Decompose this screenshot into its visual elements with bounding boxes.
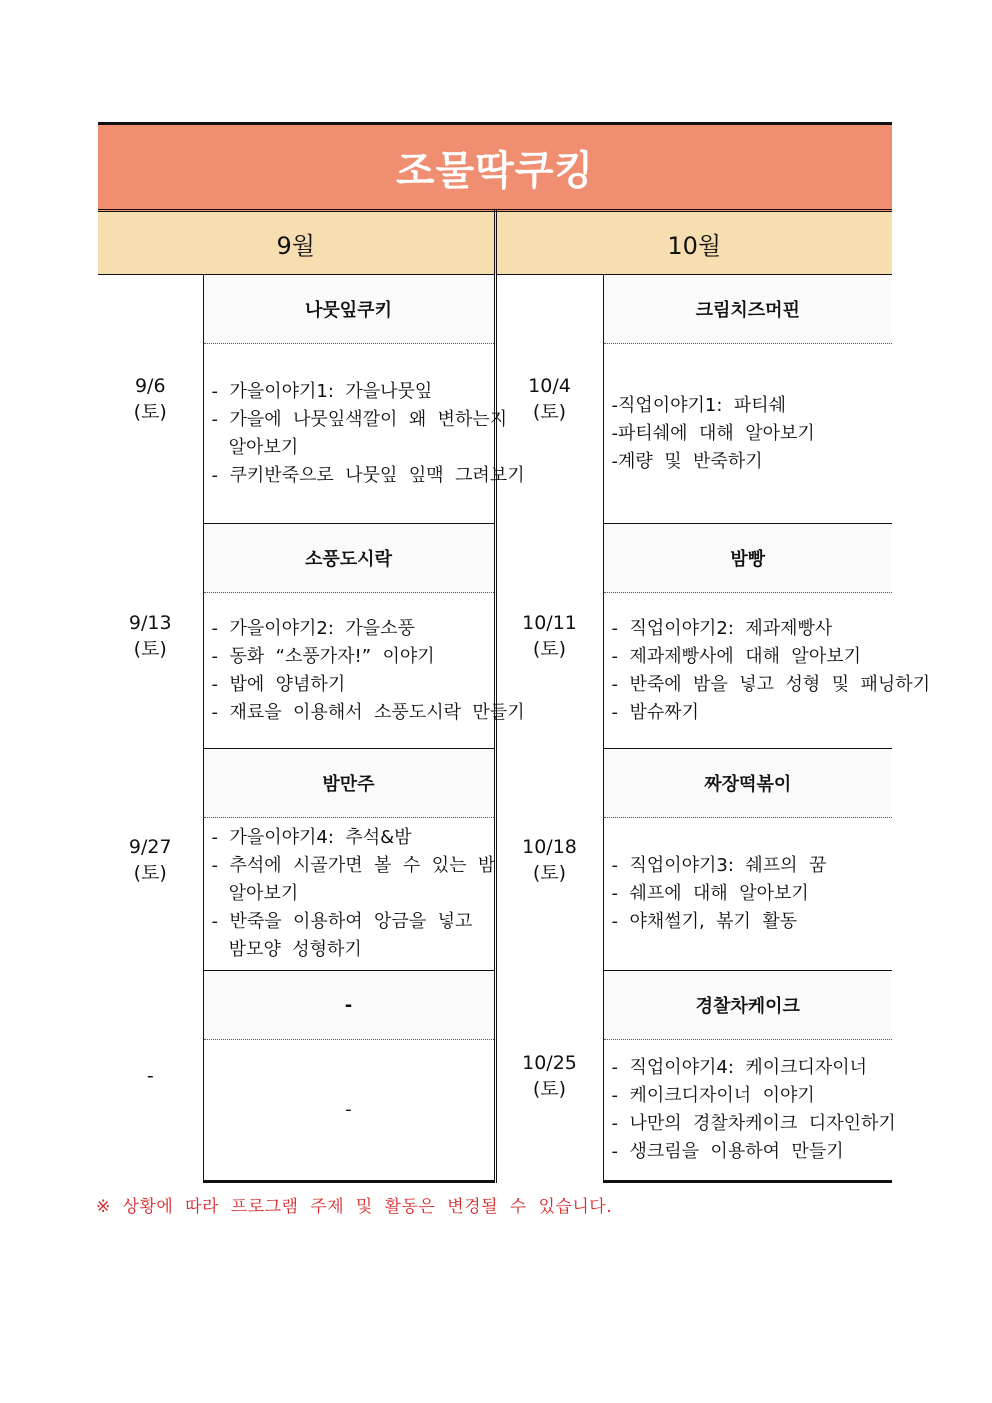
schedule-table	[98, 122, 931, 1183]
activity-line: - 가을에 나뭇잎색깔이 왜 변하는지	[211, 408, 508, 430]
oct-topic: 경찰차케이크	[603, 971, 892, 1040]
sep-activities	[203, 593, 525, 749]
oct-date-cell	[495, 275, 603, 524]
month-header-september: 9월	[98, 211, 495, 275]
sep-day: (토)	[133, 861, 167, 884]
activity-line: -	[345, 1099, 352, 1120]
sep-date-cell	[98, 971, 203, 1182]
oct-topic: 짜장떡볶이	[603, 749, 892, 818]
footnote: ※ 상황에 따라 프로그램 주제 및 활동은 변경될 수 있습니다.	[96, 1197, 613, 1217]
activity-line: - 쉐프에 대해 알아보기	[611, 883, 809, 904]
activity-line: 알아보기	[211, 883, 299, 904]
oct-day: (토)	[532, 638, 567, 660]
activity-line: - 가을이야기2: 가을소풍	[211, 617, 415, 639]
activity-line: - 재료을 이용해서 소풍도시락 만들기	[211, 701, 525, 723]
sep-topic: 밤만주	[203, 749, 495, 818]
activity-line: -계량 및 반죽하기	[611, 450, 763, 472]
activity-line: - 반죽을 이용하여 앙금을 넣고	[211, 911, 473, 932]
oct-activities	[603, 593, 931, 749]
sep-activities	[203, 344, 525, 524]
oct-topic: 크림치즈머핀	[603, 275, 892, 344]
sep-topic: 나뭇잎쿠키	[203, 275, 495, 344]
activity-line: - 쿠키반죽으로 나뭇잎 잎맥 그려보기	[211, 464, 525, 486]
activity-line: - 직업이야기2: 제과제빵사	[611, 617, 833, 639]
activity-line: - 가을이야기1: 가을나뭇잎	[211, 380, 433, 402]
sep-date-cell	[98, 749, 203, 971]
oct-day: (토)	[532, 861, 567, 884]
oct-date: 10/11	[522, 612, 577, 634]
oct-day: (토)	[532, 1078, 567, 1100]
oct-date-cell	[495, 749, 603, 971]
activity-line: - 직업이야기3: 쉐프의 꿈	[611, 855, 827, 876]
sep-topic: -	[203, 971, 495, 1040]
oct-date: 10/18	[522, 835, 577, 858]
oct-topic: 밤빵	[603, 524, 892, 593]
sep-topic: 소풍도시락	[203, 524, 495, 593]
oct-day: (토)	[532, 401, 567, 424]
activity-line: - 추석에 시골가면 볼 수 있는 밤	[211, 855, 496, 876]
schedule-sheet	[98, 122, 931, 1183]
activity-line: - 제과제빵사에 대해 알아보기	[611, 645, 861, 667]
activity-line: - 동화 “소풍가자!” 이야기	[211, 645, 435, 667]
sep-date: 9/13	[128, 612, 172, 634]
oct-activities	[603, 818, 892, 971]
oct-date: 10/25	[522, 1052, 577, 1074]
activity-line: - 반죽에 밤을 넣고 성형 및 패닝하기	[611, 673, 931, 695]
activity-line: - 케이크디자이너 이야기	[611, 1085, 815, 1106]
activity-line: 알아보기	[211, 436, 299, 458]
activity-line: - 생크림을 이용하여 만들기	[611, 1141, 844, 1162]
activity-line: - 직업이야기4: 케이크디자이너	[611, 1057, 868, 1078]
sep-day: (토)	[133, 638, 167, 660]
sep-day: (토)	[133, 401, 167, 424]
page-title: 조물딱쿠킹	[98, 124, 892, 211]
activity-line: - 야채썰기, 볶기 활동	[611, 911, 798, 932]
activity-line: - 나만의 경찰차케이크 디자인하기	[611, 1113, 896, 1134]
oct-date: 10/4	[528, 375, 571, 398]
sep-activities	[203, 1040, 495, 1182]
sep-date-cell	[98, 275, 203, 524]
activity-line: -직업이야기1: 파티쉐	[611, 394, 787, 416]
activity-line: 밤모양 성형하기	[211, 939, 362, 960]
sep-date: 9/27	[128, 835, 172, 858]
activity-line: -파티쉐에 대해 알아보기	[611, 422, 815, 444]
sep-date: 9/6	[134, 375, 166, 398]
activity-line: - 밥에 양념하기	[211, 673, 346, 695]
oct-activities	[603, 344, 892, 524]
sep-date: -	[146, 1065, 154, 1087]
oct-activities	[603, 1040, 896, 1182]
sep-activities	[203, 818, 495, 971]
activity-line: - 가을이야기4: 추석&밤	[211, 827, 412, 848]
month-header-october: 10월	[495, 211, 892, 275]
oct-date-cell	[495, 971, 603, 1182]
activity-line: - 밤슈짜기	[611, 701, 699, 723]
sep-date-cell	[98, 524, 203, 749]
